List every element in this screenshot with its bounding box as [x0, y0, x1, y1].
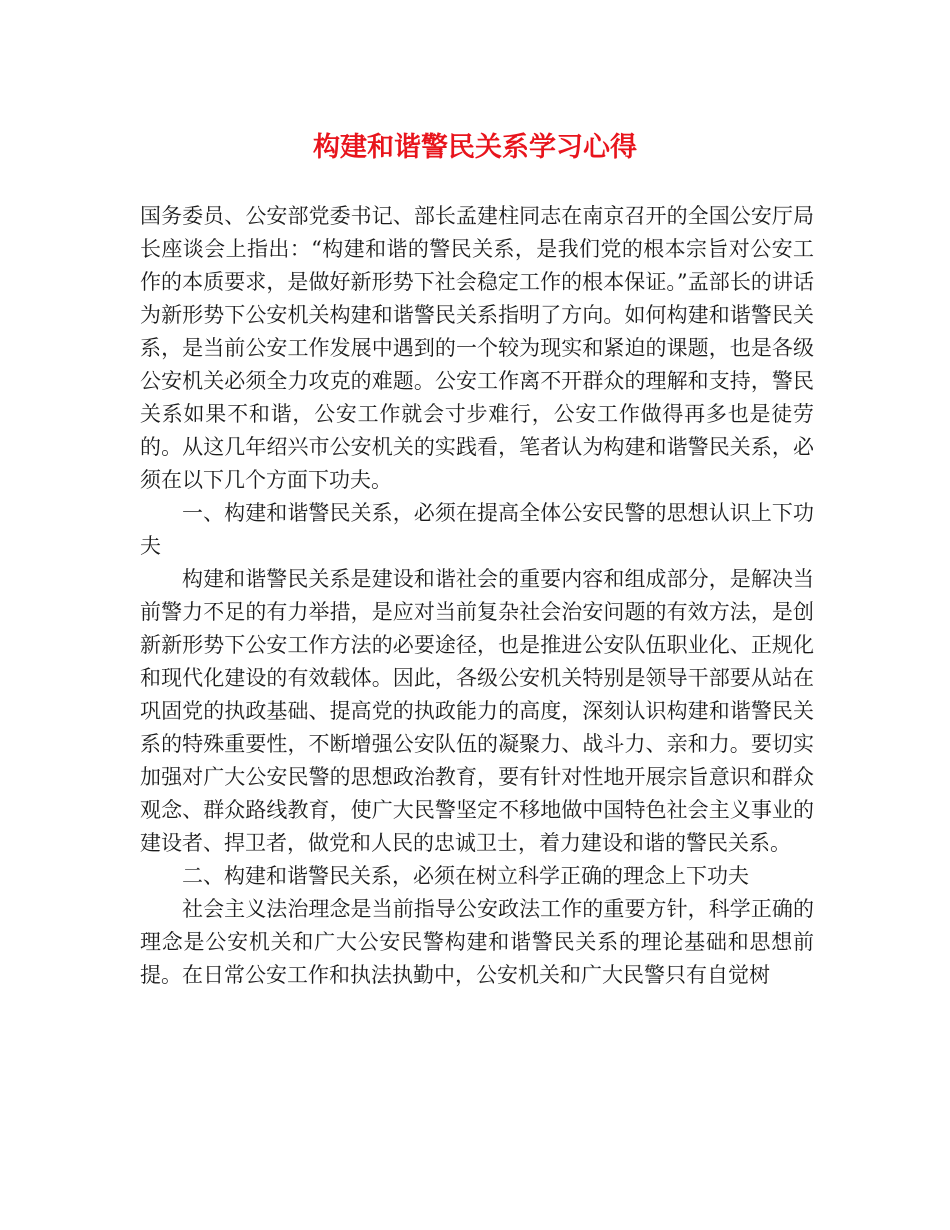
paragraph-intro: 国务委员、公安部党委书记、部长孟建柱同志在南京召开的全国公安厅局长座谈会上指出：“构建和谐的警民关系，是我们党的根本宗旨对公安工作的本质要求，是做好新形势下社会稳定工作的根本保证。”孟部长的讲话为新形势下公安机关构建和谐警民关系指明了方向。如何构建和谐警民关系，是当前公安工作发展中遇到的一个较为现实和紧迫的课题，也是各级公安机关必须全力攻克的难题。公安工作离不开群众的理解和支持，警民关系如果不和谐，公安工作就会寸步难行，公安工作做得再多也是徒劳的。从这几年绍兴市公安机关的实践看，笔者认为构建和谐警民关系，必须在以下几个方面下功夫。 [140, 204, 814, 492]
document-title: 构建和谐警民关系学习心得 [313, 132, 637, 163]
section-heading-1: 一、构建和谐警民关系，必须在提高全体公安民警的思想认识上下功夫 [140, 501, 814, 558]
section-heading-2: 二、构建和谐警民关系，必须在树立科学正确的理念上下功夫 [182, 864, 749, 888]
paragraph-section-2: 社会主义法治理念是当前指导公安政法工作的重要方针，科学正确的理念是公安机关和广大公安民警构建和谐警民关系的理论基础和思想前提。在日常公安工作和执法执勤中，公安机关和广大民警只有自觉树 [140, 897, 814, 987]
paragraph-section-1: 构建和谐警民关系是建设和谐社会的重要内容和组成部分，是解决当前警力不足的有力举措，是应对当前复杂社会治安问题的有效方法，是创新新形势下公安工作方法的必要途径，也是推进公安队伍职业化、正规化和现代化建设的有效载体。因此，各级公安机关特别是领导干部要从站在巩固党的执政基础、提高党的执政能力的高度，深刻认识构建和谐警民关系的特殊重要性，不断增强公安队伍的凝聚力、战斗力、亲和力。要切实加强对广大公安民警的思想政治教育，要有针对性地开展宗旨意识和群众观念、群众路线教育，使广大民警坚定不移地做中国特色社会主义事业的建设者、捍卫者，做党和人民的忠诚卫士，着力建设和谐的警民关系。 [140, 567, 814, 855]
document-body [140, 200, 814, 992]
